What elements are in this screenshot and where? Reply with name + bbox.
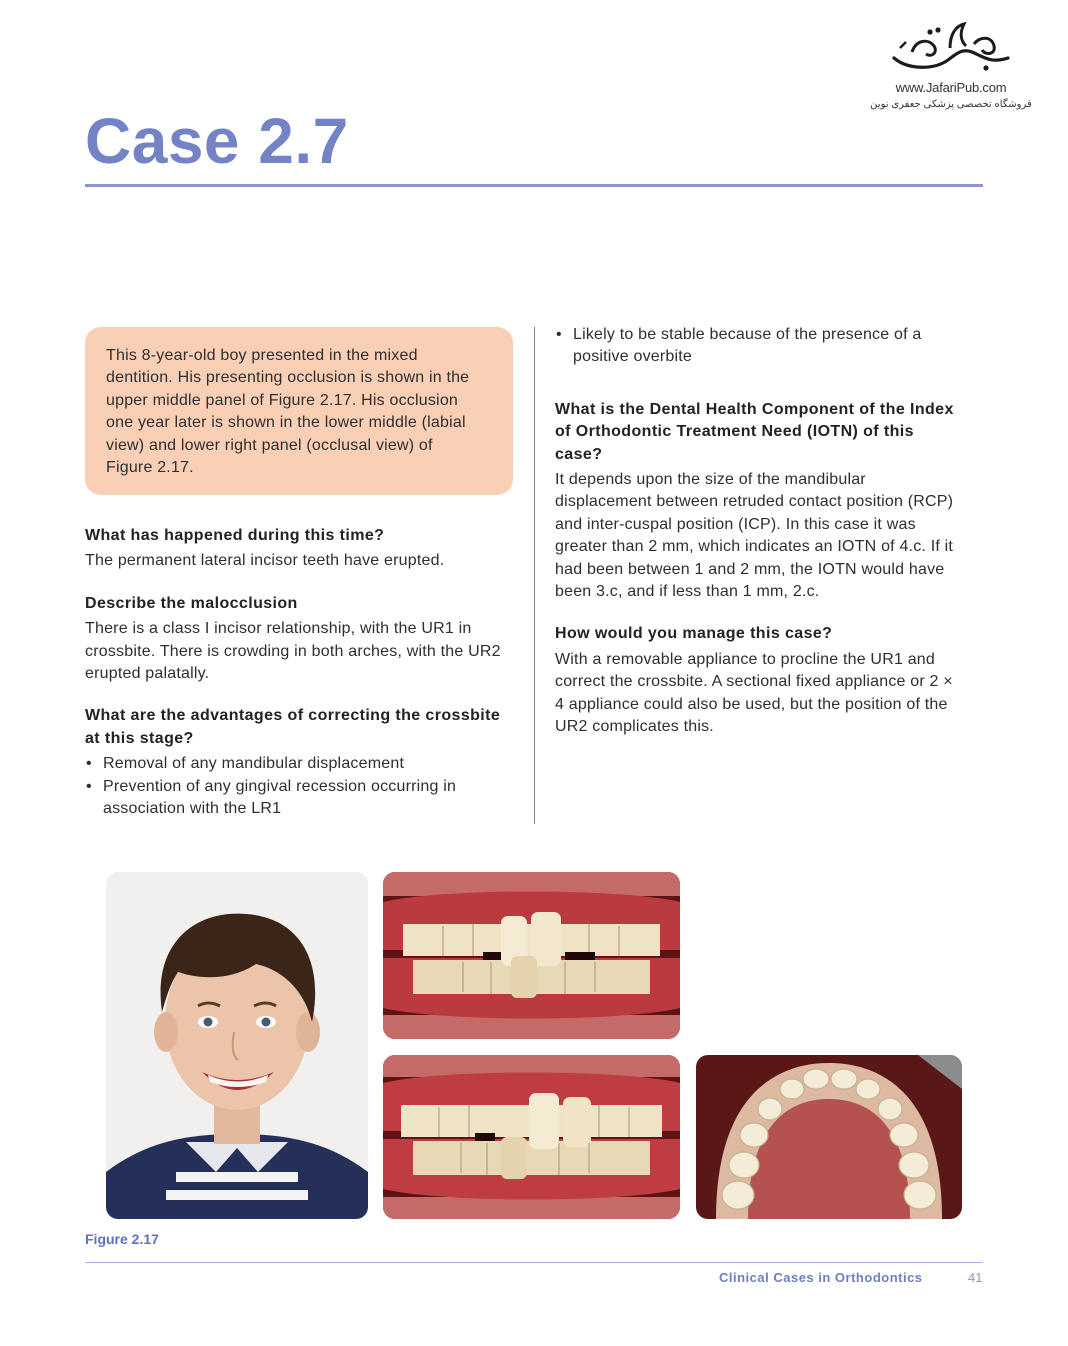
advantages-list	[85, 753, 515, 820]
calligraphy-logo-icon	[886, 18, 1016, 78]
list-item: • Prevention of any gingival recession occurring in association with the LR1	[85, 776, 515, 821]
presenting-occlusion-photo	[383, 872, 680, 1039]
list-item: • Removal of any mandibular displacement	[85, 753, 515, 775]
title-rule	[85, 184, 983, 187]
list-item: • Likely to be stable because of the presence of a positive overbite	[555, 324, 965, 369]
logo-url: www.JafariPub.com	[895, 80, 1007, 95]
question-what-happened: What has happened during this time?	[85, 527, 385, 544]
question-manage: How would you manage this case?	[555, 625, 833, 643]
case-intro-box: This 8-year-old boy presented in the mixed dentition. His presenting occlusion is shown in the upper middle panel of Figure 2.17. His occlusion one year later is shown in the lower middle (labial view) and lower right panel (occlusal view) of Figure 2.17.	[85, 327, 513, 495]
logo-subtitle: فروشگاه تخصصی پزشکی جعفری نوین	[870, 99, 1032, 110]
question-iotn: What is the Dental Health Component of the Index of Orthodontic Treatment Need (IOTN) of this case?	[555, 400, 954, 463]
case-title: Case 2.7	[85, 105, 349, 177]
question-describe-malocclusion: Describe the malocclusion	[85, 594, 298, 612]
answer-manage: With a removable appliance to procline the UR1 and correct the crossbite. A sectional fixed appliance or 2 × 4 appliance could also be used, but the position of the UR2 complicates this.	[555, 650, 953, 736]
answer-describe-malocclusion: There is a class I incisor relationship, with the UR1 in crossbite. There is crowding in both arches, with the UR2 erupted palatally.	[85, 620, 501, 683]
answer-what-happened: The permanent lateral incisor teeth have erupted.	[85, 552, 445, 570]
patient-portrait-photo	[106, 872, 368, 1219]
footer-rule	[85, 1262, 983, 1263]
footer-book-title: Clinical Cases in Orthodontics	[719, 1270, 923, 1285]
labial-view-photo	[383, 1055, 680, 1219]
advantages-list-continued	[555, 324, 965, 369]
footer-page-number: 41	[968, 1270, 983, 1285]
question-advantages: What are the advantages of correcting the crossbite at this stage?	[85, 707, 501, 747]
left-column	[85, 525, 515, 840]
column-divider	[534, 327, 535, 824]
occlusal-view-photo	[696, 1055, 962, 1219]
publisher-logo	[866, 18, 1036, 110]
figure-label: Figure 2.17	[85, 1231, 159, 1247]
right-column	[555, 324, 965, 759]
answer-iotn: It depends upon the size of the mandibular displacement between retruded contact position (RCP) and inter-cuspal position (ICP). In this case it was greater than 2 mm, which indicates an IOTN of 4.c. If it had been between 1 and 2 mm, the IOTN would have been 3.c, and if less than 1 mm, 2.c.	[555, 471, 954, 601]
